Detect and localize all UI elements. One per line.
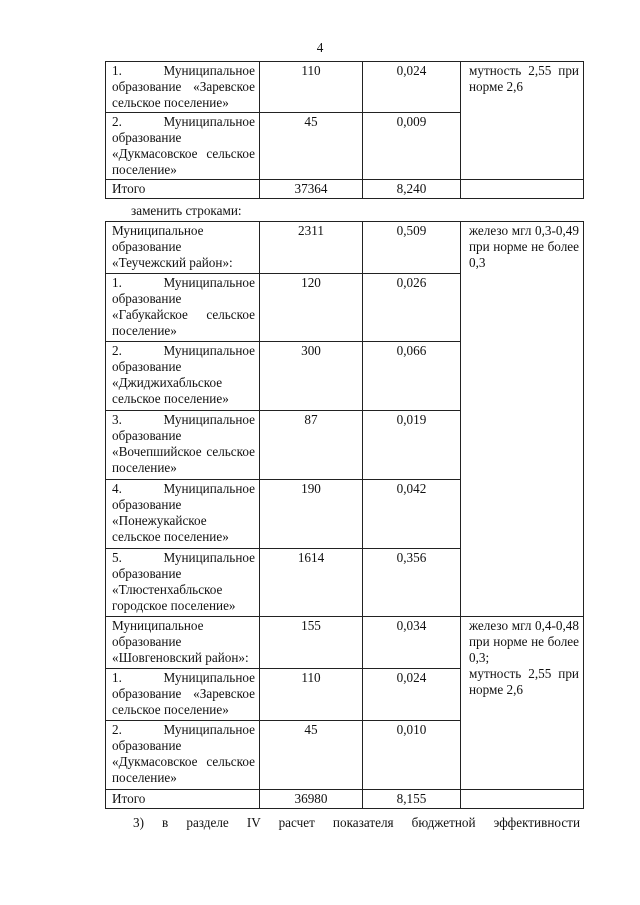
value-2: 0,024 bbox=[363, 62, 461, 113]
note-cell-iron: железо мгл 0,3-0,49 при норме не более 0,3 bbox=[461, 222, 584, 617]
value-2: 0,019 bbox=[363, 411, 461, 480]
value-2: 0,034 bbox=[363, 617, 461, 669]
note-cell: мутность 2,55 при норме 2,6 bbox=[461, 62, 584, 180]
table-bottom bbox=[105, 221, 584, 809]
municipality-name: 1. Муниципальное образование «Заревское сельское поселение» bbox=[106, 62, 260, 113]
value-1: 190 bbox=[260, 480, 363, 549]
value-1: 1614 bbox=[260, 549, 363, 617]
total-value-1: 37364 bbox=[260, 180, 363, 199]
replace-with-rows-text: заменить строками: bbox=[131, 203, 242, 218]
value-2: 0,356 bbox=[363, 549, 461, 617]
total-value-1: 36980 bbox=[260, 790, 363, 809]
total-label: Итого bbox=[106, 790, 260, 809]
value-1: 110 bbox=[260, 62, 363, 113]
table-row-total bbox=[106, 180, 584, 199]
note-iron: железо мгл 0,4-0,48 при норме не более 0,3; bbox=[469, 618, 579, 665]
total-value-2: 8,155 bbox=[363, 790, 461, 809]
table-row-total bbox=[106, 790, 584, 809]
value-1: 155 bbox=[260, 617, 363, 669]
value-1: 300 bbox=[260, 342, 363, 411]
empty-note-cell bbox=[461, 180, 584, 199]
value-2: 0,010 bbox=[363, 721, 461, 790]
district-name: Муниципальное образование «Теучежский район»: bbox=[106, 222, 260, 274]
value-2: 0,042 bbox=[363, 480, 461, 549]
value-1: 120 bbox=[260, 274, 363, 342]
empty-note-cell bbox=[461, 790, 584, 809]
page-number: 4 bbox=[316, 40, 324, 55]
value-2: 0,509 bbox=[363, 222, 461, 274]
value-1: 2311 bbox=[260, 222, 363, 274]
note-cell-iron-turbidity bbox=[461, 617, 584, 790]
municipality-name: 2. Муниципальное образование «Джиджихабльское сельское поселение» bbox=[106, 342, 260, 411]
table-row bbox=[106, 222, 584, 274]
value-1: 45 bbox=[260, 721, 363, 790]
municipality-name: 1. Муниципальное образование «Заревское сельское поселение» bbox=[106, 669, 260, 721]
value-1: 87 bbox=[260, 411, 363, 480]
municipality-name: 2. Муниципальное образование «Дукмасовское сельское поселение» bbox=[106, 721, 260, 790]
value-2: 0,024 bbox=[363, 669, 461, 721]
value-2: 0,026 bbox=[363, 274, 461, 342]
table-top bbox=[105, 61, 584, 199]
municipality-name: 1. Муниципальное образование «Габукайское сельское поселение» bbox=[106, 274, 260, 342]
value-1: 45 bbox=[260, 113, 363, 180]
section-iv-text: 3) в разделе IV расчет показателя бюджетной эффективности bbox=[133, 815, 580, 830]
table-row bbox=[106, 62, 584, 113]
note-turbidity: мутность 2,55 при норме 2,6 bbox=[469, 666, 579, 697]
municipality-name: 2. Муниципальное образование «Дукмасовское сельское поселение» bbox=[106, 113, 260, 180]
municipality-name: 3. Муниципальное образование «Вочепшийское сельское поселение» bbox=[106, 411, 260, 480]
municipality-name: 4. Муниципальное образование «Понежукайское сельское поселение» bbox=[106, 480, 260, 549]
municipality-name: 5. Муниципальное образование «Тлюстенхабльское городское поселение» bbox=[106, 549, 260, 617]
table-row bbox=[106, 617, 584, 669]
value-2: 0,009 bbox=[363, 113, 461, 180]
total-value-2: 8,240 bbox=[363, 180, 461, 199]
total-label: Итого bbox=[106, 180, 260, 199]
district-name: Муниципальное образование «Шовгеновский район»: bbox=[106, 617, 260, 669]
value-1: 110 bbox=[260, 669, 363, 721]
value-2: 0,066 bbox=[363, 342, 461, 411]
